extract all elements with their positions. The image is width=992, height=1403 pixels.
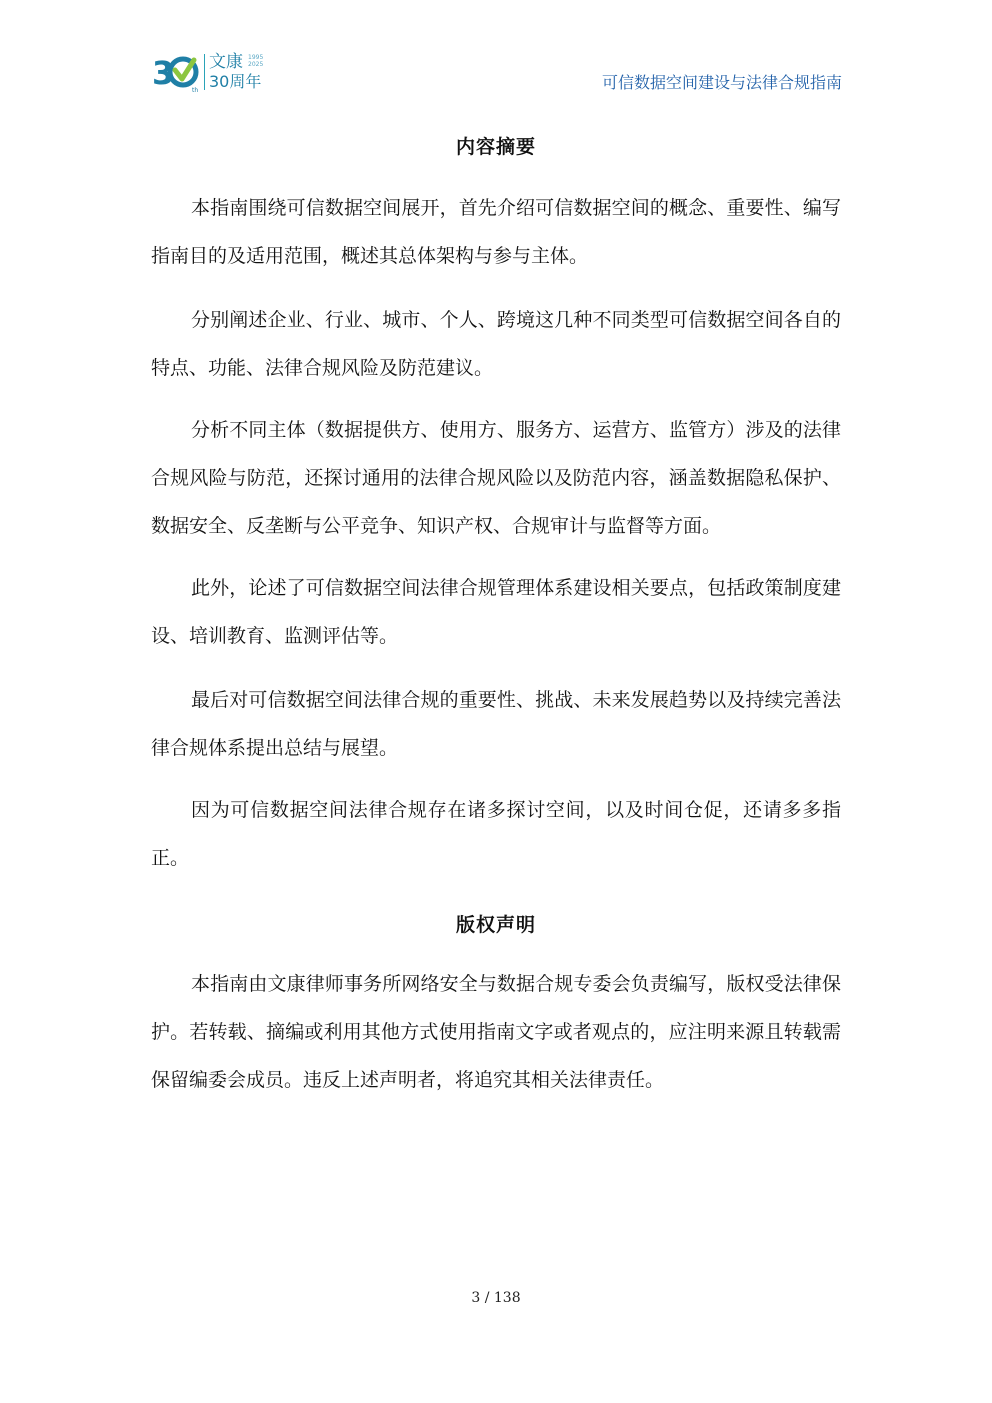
svg-text:th: th xyxy=(192,87,199,94)
section-heading-abstract: 内容摘要 xyxy=(455,136,536,158)
logo-30th-mark-icon xyxy=(152,50,202,96)
abstract-paragraph-6: 因为可信数据空间法律合规存在诸多探讨空间，以及时间仓促，还请多多指正。 xyxy=(151,799,841,869)
page-header xyxy=(0,0,992,110)
abstract-paragraph-2: 分别阐述企业、行业、城市、个人、跨境这几种不同类型可信数据空间各自的特点、功能、法律合规风险及防范建议。 xyxy=(151,309,841,379)
logo-divider xyxy=(204,54,205,90)
page-number: 3 / 138 xyxy=(471,1290,521,1306)
abstract-paragraph-4: 此外，论述了可信数据空间法律合规管理体系建设相关要点，包括政策制度建设、培训教育、监测评估等。 xyxy=(151,577,841,647)
svg-text:3: 3 xyxy=(152,54,175,92)
abstract-paragraph-1: 本指南围绕可信数据空间展开，首先介绍可信数据空间的概念、重要性、编写指南目的及适用范围，概述其总体架构与参与主体。 xyxy=(151,197,841,267)
document-title: 可信数据空间建设与法律合规指南 xyxy=(601,73,842,92)
logo-brand-text: 文康 xyxy=(209,52,243,72)
copyright-paragraph: 本指南由文康律师事务所网络安全与数据合规专委会负责编写，版权受法律保护。若转载、摘编或利用其他方式使用指南文字或者观点的，应注明来源且转载需保留编委会成员。违反上述声明者，将追究其相关法律责任。 xyxy=(151,973,841,1091)
section-heading-copyright: 版权声明 xyxy=(455,914,536,936)
logo-anniversary-text: 30周年 xyxy=(209,72,262,91)
abstract-paragraph-5: 最后对可信数据空间法律合规的重要性、挑战、未来发展趋势以及持续完善法律合规体系提出总结与展望。 xyxy=(151,689,841,759)
logo-year-end: 2025 xyxy=(248,61,264,68)
logo-year-start: 1995 xyxy=(248,54,264,61)
logo-years xyxy=(248,54,263,68)
wenkang-30th-anniversary-logo xyxy=(152,50,282,96)
abstract-paragraph-3: 分析不同主体（数据提供方、使用方、服务方、运营方、监管方）涉及的法律合规风险与防范，还探讨通用的法律合规风险以及防范内容，涵盖数据隐私保护、数据安全、反垄断与公平竞争、知识产权、合规审计与监督等方面。 xyxy=(151,419,841,537)
